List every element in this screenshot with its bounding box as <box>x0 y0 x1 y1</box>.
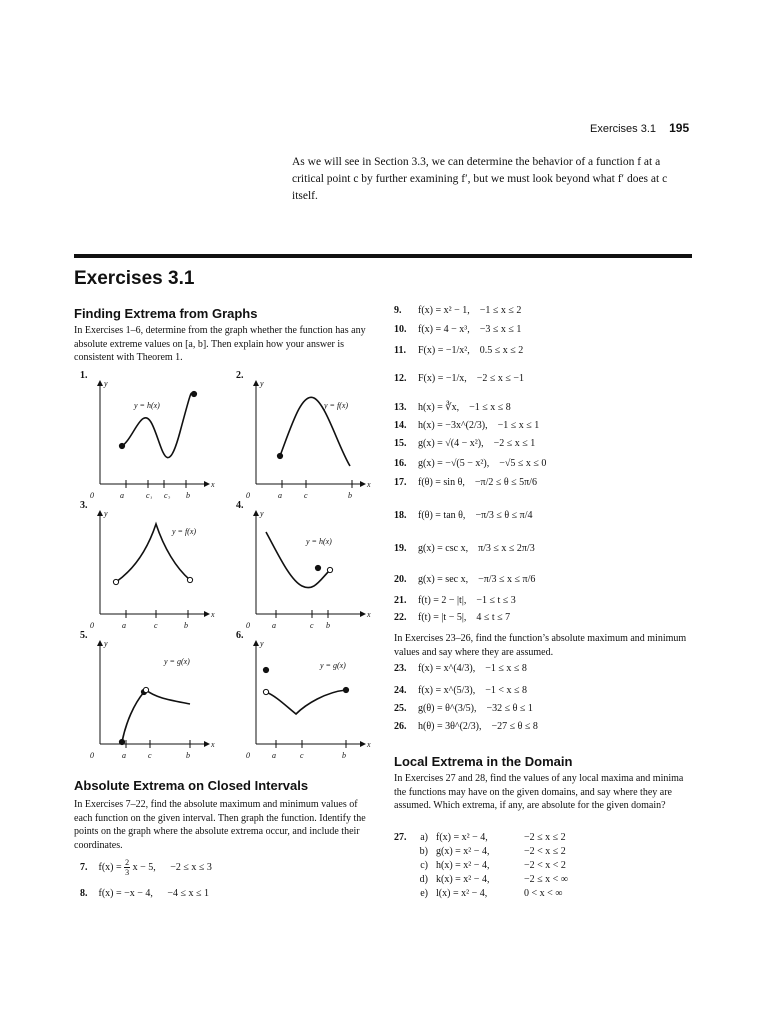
open-endpoint <box>327 567 332 572</box>
function-curve <box>122 692 144 742</box>
graph-plot <box>242 374 372 499</box>
tick-label: b <box>186 751 190 759</box>
exercise-27-part <box>398 832 566 843</box>
fraction <box>124 858 130 877</box>
heading-finding-extrema: Finding Extrema from Graphs <box>74 306 258 321</box>
exercise-27-part <box>398 888 562 899</box>
tick-label: c₁ <box>146 491 153 499</box>
part-function: l(x) = x² − 4, <box>436 888 488 899</box>
exercise-range: −1 ≤ x ≤ 1 <box>497 420 540 431</box>
graph-plot <box>242 504 372 629</box>
exercise-number: 19. <box>394 543 407 554</box>
exercise-range: −π/3 ≤ x ≤ π/6 <box>478 574 536 585</box>
tick-label: a <box>272 751 276 759</box>
exercise-7 <box>80 858 212 877</box>
exercise-19 <box>394 543 535 554</box>
heading-absolute-extrema: Absolute Extrema on Closed Intervals <box>74 778 309 793</box>
exercise-range: 0.5 ≤ x ≤ 2 <box>479 345 524 356</box>
exercise-range: −4 ≤ x ≤ 1 <box>167 888 210 899</box>
exercise-function: g(x) = −√(5 − x²), <box>418 458 490 469</box>
exercise-range: 4 ≤ t ≤ 7 <box>476 612 511 623</box>
exercise-number: 22. <box>394 612 407 623</box>
closed-endpoint <box>343 687 348 692</box>
tick-label: a <box>122 621 126 629</box>
header-section: Exercises 3.1 <box>590 123 657 135</box>
function-curve <box>266 690 346 714</box>
tick-label: 0 <box>90 491 94 499</box>
instructions-1-6: In Exercises 1–6, determine from the graph whether the function has any absolute extreme values on [a, b]. Then explain how your answer is consistent with Theorem 1. <box>74 325 366 363</box>
exercise-11 <box>394 345 523 356</box>
part-function: f(x) = x² − 4, <box>436 832 488 843</box>
tick-label: a <box>278 491 282 499</box>
tick-label: c <box>300 751 304 759</box>
exercise-10 <box>394 324 521 335</box>
heading-local-extrema: Local Extrema in the Domain <box>394 754 573 769</box>
graph-number: 3. <box>80 500 88 511</box>
tick-label: b <box>348 491 352 499</box>
x-axis-label: x <box>211 610 215 619</box>
closed-endpoint <box>119 739 124 744</box>
exercise-function: F(x) = −1/x², <box>418 345 470 356</box>
exercise-number: 25. <box>394 703 407 714</box>
function-label: y = g(x) <box>320 661 346 670</box>
exercise-range: −2 ≤ x ≤ −1 <box>476 373 525 384</box>
y-axis-arrow <box>97 380 103 386</box>
closed-endpoint <box>277 453 282 458</box>
exercise-number: 13. <box>394 402 407 413</box>
exercise-range: −√5 ≤ x ≤ 0 <box>499 458 547 469</box>
exercise-function: f(x) = x^(4/3), <box>418 663 476 674</box>
exercise-function: h(θ) = 3θ^(2/3), <box>418 721 482 732</box>
function-label: y = f(x) <box>324 401 349 410</box>
exercise-number: 20. <box>394 574 407 585</box>
part-label: a) <box>420 832 428 843</box>
y-axis-arrow <box>97 510 103 516</box>
page-number: 195 <box>669 121 690 135</box>
x-axis-label: x <box>211 480 215 489</box>
x-axis-arrow <box>360 611 366 617</box>
graph-number: 6. <box>236 630 244 641</box>
exercise-27-number: 27. <box>394 832 407 843</box>
exercise-20 <box>394 574 535 585</box>
closed-endpoint <box>315 565 320 570</box>
tick-label: 0 <box>246 751 250 759</box>
exercise-range: −π/2 ≤ θ ≤ 5π/6 <box>474 477 537 488</box>
exercise-function: f(x) = 4 − x³, <box>418 324 470 335</box>
tick-label: c <box>148 751 152 759</box>
part-label: d) <box>419 874 428 885</box>
part-label: e) <box>420 888 428 899</box>
exercise-range: −1 ≤ x ≤ 8 <box>485 663 527 674</box>
tick-label: c <box>310 621 314 629</box>
exercise-range: −27 ≤ θ ≤ 8 <box>491 721 538 732</box>
exercise-range: −2 ≤ x ≤ 1 <box>493 438 536 449</box>
function-label: y = h(x) <box>306 537 332 546</box>
open-endpoint <box>187 577 192 582</box>
exercise-range: −π/3 ≤ θ ≤ π/4 <box>475 510 533 521</box>
exercise-26 <box>394 721 538 732</box>
part-range: −2 ≤ x ≤ 2 <box>524 832 566 843</box>
exercise-16 <box>394 458 546 469</box>
exercise-17 <box>394 477 537 488</box>
exercise-24 <box>394 685 527 696</box>
exercise-function: f(x) = −x − 4, <box>98 888 153 899</box>
function-label: y = f(x) <box>172 527 197 536</box>
numerator: 2 <box>125 858 130 867</box>
closed-endpoint <box>119 443 124 448</box>
exercise-18 <box>394 510 533 521</box>
tick-label: 0 <box>246 621 250 629</box>
exercise-number: 24. <box>394 685 407 696</box>
x-axis-label: x <box>367 610 371 619</box>
exercise-range: −2 ≤ x ≤ 3 <box>170 861 212 873</box>
exercise-number: 23. <box>394 663 407 674</box>
graph-plot <box>242 634 372 759</box>
y-axis-label: y <box>104 639 108 648</box>
denominator: 3 <box>125 868 130 877</box>
exercise-number: 10. <box>394 324 407 335</box>
tick-label: a <box>122 751 126 759</box>
part-range: −2 < x < 2 <box>524 860 566 871</box>
exercise-function: f(t) = 2 − |t|, <box>418 595 467 606</box>
x-axis-arrow <box>204 611 210 617</box>
exercise-number: 16. <box>394 458 407 469</box>
exercise-range: −32 ≤ θ ≤ 1 <box>486 703 533 714</box>
y-axis-arrow <box>97 640 103 646</box>
exercise-number: 18. <box>394 510 407 521</box>
exercise-number: 21. <box>394 595 407 606</box>
exercise-range: −1 ≤ x ≤ 2 <box>479 305 522 316</box>
exercise-27-part <box>398 860 566 871</box>
y-axis-label: y <box>260 379 264 388</box>
exercise-9 <box>394 305 521 316</box>
x-axis-arrow <box>204 741 210 747</box>
tick-label: c <box>304 491 308 499</box>
part-range: −2 ≤ x < ∞ <box>524 874 568 885</box>
tick-label: b <box>186 491 190 499</box>
graph-plot <box>86 504 216 629</box>
exercise-function: F(x) = −1/x, <box>418 373 467 384</box>
part-range: 0 < x < ∞ <box>524 888 563 899</box>
exercise-number: 17. <box>394 477 407 488</box>
graph-plot <box>86 374 216 499</box>
tick-label: 0 <box>246 491 250 499</box>
function-label: y = g(x) <box>164 657 190 666</box>
part-function: k(x) = x² − 4, <box>436 874 490 885</box>
tick-label: c₂ <box>164 491 171 499</box>
exercise-number: 9. <box>394 305 402 316</box>
part-range: −2 < x ≤ 2 <box>524 846 566 857</box>
tick-label: a <box>272 621 276 629</box>
tick-label: c <box>154 621 158 629</box>
exercise-function-rest: x − 5, <box>132 861 156 873</box>
exercise-14 <box>394 420 539 431</box>
exercise-function: g(x) = csc x, <box>418 543 469 554</box>
exercise-number: 8. <box>80 888 88 899</box>
graph-number: 5. <box>80 630 88 641</box>
x-axis-arrow <box>360 741 366 747</box>
exercise-function: g(θ) = θ^(3/5), <box>418 703 477 714</box>
closed-endpoint <box>263 667 268 672</box>
exercise-function: h(x) = −3x^(2/3), <box>418 420 488 431</box>
tick-label: b <box>326 621 330 629</box>
exercise-25 <box>394 703 533 714</box>
part-label: c) <box>420 860 428 871</box>
y-axis-arrow <box>253 510 259 516</box>
x-axis-label: x <box>367 740 371 749</box>
exercise-23 <box>394 663 527 674</box>
tick-label: b <box>342 751 346 759</box>
page-title: Exercises 3.1 <box>74 268 195 289</box>
closed-endpoint <box>191 391 196 396</box>
exercise-function: g(x) = √(4 − x²), <box>418 438 484 449</box>
exercise-27-part <box>398 846 566 857</box>
exercise-number: 26. <box>394 721 407 732</box>
exercise-function: f(x) = x^(5/3), <box>418 685 476 696</box>
exercise-27-part <box>398 874 568 885</box>
exercise-range: −1 ≤ x ≤ 8 <box>469 402 511 413</box>
x-axis-arrow <box>204 481 210 487</box>
exercise-function: f(θ) = tan θ, <box>418 510 466 521</box>
instructions-7-22: In Exercises 7–22, find the absolute maximum and minimum values of each function on the given interval. Then graph the function. Identify the points on the graph where the absolute extrema occur, and include their coordinates. <box>74 799 366 851</box>
graph-number: 1. <box>80 370 88 381</box>
exercise-range: −1 ≤ t ≤ 3 <box>476 595 516 606</box>
graph-plot <box>86 634 216 759</box>
function-curve <box>146 690 190 704</box>
open-endpoint <box>263 689 268 694</box>
exercise-22 <box>394 612 510 623</box>
tick-label: b <box>184 621 188 629</box>
exercise-function: f(x) = x² − 1, <box>418 305 470 316</box>
section-divider <box>74 254 692 258</box>
running-header <box>590 121 689 135</box>
exercise-8 <box>80 888 209 899</box>
y-axis-label: y <box>104 379 108 388</box>
instructions-23-26: In Exercises 23–26, find the function’s absolute maximum and minimum values and say where they are assumed. <box>394 633 687 658</box>
tick-label: 0 <box>90 751 94 759</box>
intro-paragraph: As we will see in Section 3.3, we can determine the behavior of a function f at a critical point c by further examining f′, but we must look beyond what f′ does at c itself. <box>292 156 668 202</box>
y-axis-label: y <box>104 509 108 518</box>
exercise-number: 12. <box>394 373 407 384</box>
y-axis-label: y <box>260 639 264 648</box>
exercise-number: 11. <box>394 345 406 356</box>
exercise-21 <box>394 595 516 606</box>
instructions-27-28: In Exercises 27 and 28, find the values of any local maxima and minima the functions may have on the given domains, and say where they are assumed. Which extrema, if any, are absolute for the given domain? <box>394 773 684 811</box>
part-function: g(x) = x² − 4, <box>436 846 490 857</box>
exercise-range: −3 ≤ x ≤ 1 <box>479 324 522 335</box>
x-axis-label: x <box>211 740 215 749</box>
graph-number: 2. <box>236 370 244 381</box>
x-axis-label: x <box>367 480 371 489</box>
exercise-function: h(x) = ∛x, <box>418 402 460 413</box>
exercise-range: −1 < x ≤ 8 <box>485 685 528 696</box>
exercise-13 <box>394 402 511 413</box>
x-axis-arrow <box>360 481 366 487</box>
exercise-15 <box>394 438 535 449</box>
exercise-function: g(x) = sec x, <box>418 574 469 585</box>
open-endpoint <box>113 579 118 584</box>
exercise-range: π/3 ≤ x ≤ 2π/3 <box>478 543 535 554</box>
exercise-number: 15. <box>394 438 407 449</box>
y-axis-label: y <box>260 509 264 518</box>
exercise-function: f(t) = |t − 5|, <box>418 612 467 623</box>
graph-number: 4. <box>236 500 244 511</box>
part-label: b) <box>419 846 428 857</box>
exercise-number: 7. <box>80 861 88 873</box>
exercise-number: 14. <box>394 420 407 431</box>
exercise-function: f(θ) = sin θ, <box>418 477 465 488</box>
exercise-function: f(x) = <box>98 861 125 873</box>
open-endpoint <box>143 687 148 692</box>
tick-label: a <box>120 491 124 499</box>
tick-label: 0 <box>90 621 94 629</box>
exercise-12 <box>394 373 524 384</box>
y-axis-arrow <box>253 380 259 386</box>
function-label: y = h(x) <box>134 401 160 410</box>
part-function: h(x) = x² − 4, <box>436 860 490 871</box>
y-axis-arrow <box>253 640 259 646</box>
